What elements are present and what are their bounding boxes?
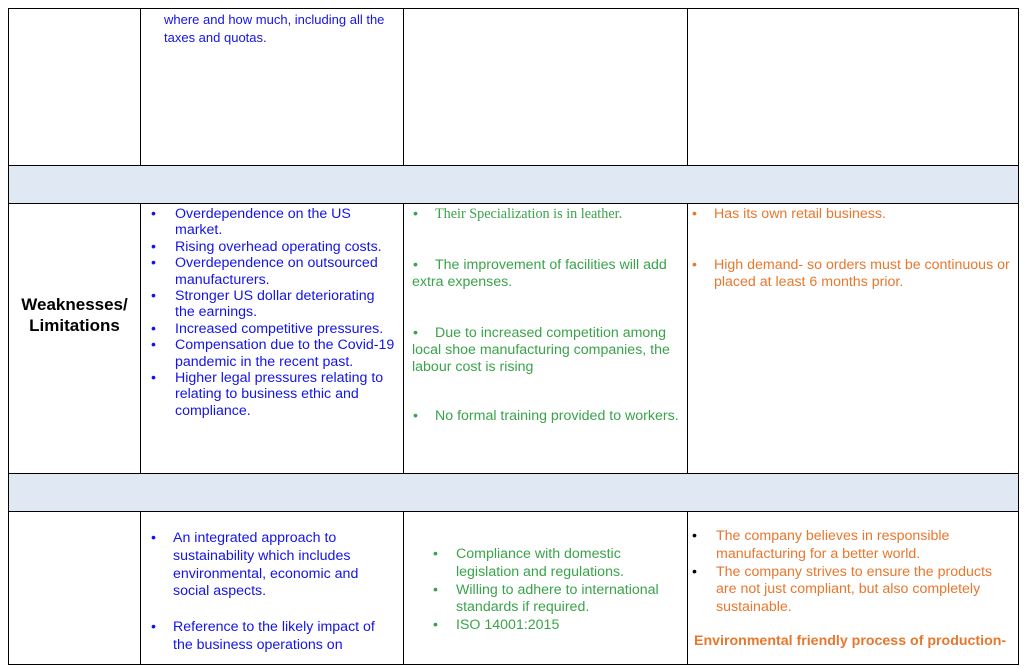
grid-line (8, 8, 9, 665)
bullet-icon: • (433, 546, 438, 562)
grid-line (8, 473, 1019, 474)
bullet-icon: • (692, 257, 697, 273)
list-item: • The company strives to ensure the products are not just compliant, but also completely sustainable. (692, 563, 993, 616)
bottom-bold-note: Environmental friendly process of production- (694, 633, 1007, 649)
bullet-icon: • (413, 206, 418, 222)
grid-line (403, 203, 404, 474)
list-item: • The company believes in responsible manufacturing for a better world. (692, 528, 950, 562)
list-item: • Reference to the likely impact of the business operations on (151, 619, 375, 653)
weaknesses-company-list (141, 206, 396, 419)
list-item: • Increased competitive pressures. (141, 321, 396, 337)
bottom-competitor-a-list (404, 546, 684, 635)
bullet-icon: • (692, 206, 697, 222)
list-item: • Higher legal pressures relating to relating to business ethic and compliance. (141, 370, 396, 419)
bullet-icon: • (413, 408, 418, 424)
grid-line (403, 8, 404, 166)
list-item: • Overdependence on outsourced manufacturers. (141, 255, 396, 288)
grid-line (8, 511, 1019, 512)
separator-band-2 (9, 474, 1018, 511)
list-item: • An integrated approach to sustainability which includes environmental, economic and social aspects. (151, 530, 359, 600)
list-item: • ISO 14001:2015 (433, 617, 560, 634)
bullet-icon: • (692, 563, 697, 580)
grid-line (8, 165, 1019, 166)
list-item: • Their Specialization is in leather. (413, 206, 623, 222)
grid-line (8, 203, 1019, 204)
top-row-col1-text: where and how much, including all the taxes and quotas. (164, 12, 385, 45)
list-item: • Stronger US dollar deteriorating the earnings. (141, 288, 396, 321)
list-item: • No formal training provided to workers. (413, 408, 679, 424)
list-item: • Compensation due to the Covid-19 pandemic in the recent past. (141, 337, 396, 370)
list-item: • Due to increased competition among local shoe manufacturing companies, the labour cost is rising (412, 325, 670, 375)
bottom-competitor-b-list (690, 528, 1010, 617)
bullet-icon: • (433, 581, 438, 598)
weaknesses-heading: Weaknesses/ Limitations (21, 295, 128, 335)
grid-line (8, 664, 1019, 665)
list-item: • Willing to adhere to international standards if required. (433, 581, 659, 616)
list-item: • High demand- so orders must be continuous or placed at least 6 months prior. (692, 257, 1010, 290)
list-item: • Rising overhead operating costs. (141, 239, 396, 255)
list-item: • The improvement of facilities will add extra expenses. (412, 257, 667, 290)
separator-band-1 (9, 166, 1018, 203)
grid-line (687, 203, 688, 474)
grid-line (140, 8, 141, 166)
grid-line (1018, 8, 1019, 665)
grid-line (687, 8, 688, 166)
bullet-icon: • (692, 528, 697, 544)
bullet-icon: • (151, 530, 156, 546)
list-item: • Overdependence on the US market. (141, 206, 396, 239)
list-item: • Has its own retail business. (692, 206, 886, 222)
list-item: • Compliance with domestic legislation and regulations. (433, 546, 624, 580)
bullet-icon: • (413, 325, 418, 341)
bullet-icon: • (433, 617, 438, 634)
bullet-icon: • (151, 619, 156, 635)
grid-line (8, 8, 1019, 9)
bullet-icon: • (413, 257, 418, 273)
